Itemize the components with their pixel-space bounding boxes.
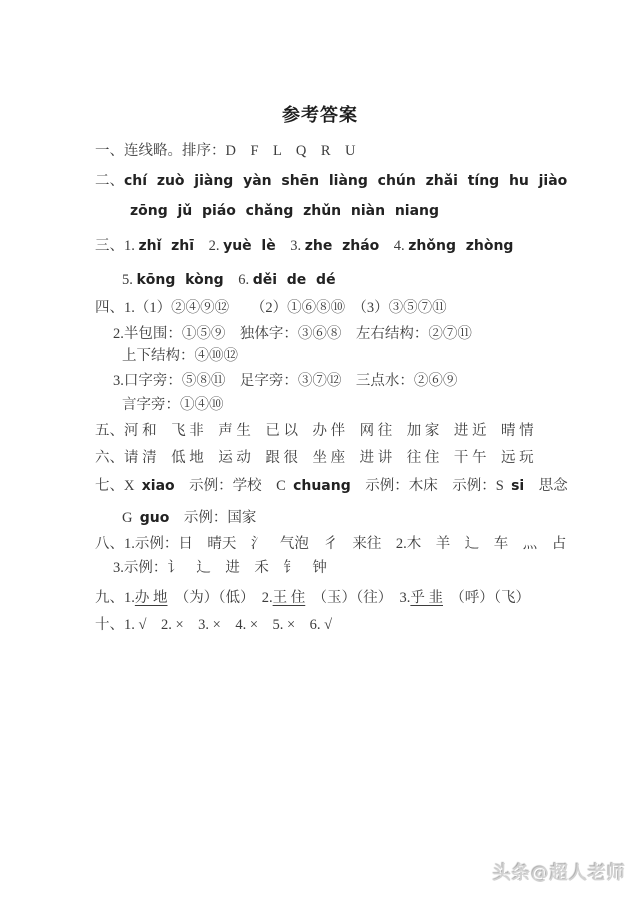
answer-line [95,172,640,190]
text-segment: 办 地 [134,590,168,606]
text-segment: chuang [293,478,351,494]
page-title: 参考答案 [282,105,358,126]
text-segment: （为）（低） 2. [167,590,273,606]
answer-line [95,237,640,255]
answer-line [95,509,640,527]
answer-line [95,271,640,289]
text-segment: děi de dé [252,272,336,288]
text-segment: xiao [141,478,175,494]
text-segment: 5. [122,272,137,288]
text-segment: 六、请 清 低 地 运 动 跟 很 坐 座 进 讲 往 住 干 午 远 玩 [95,450,534,466]
answer-line [95,477,640,495]
text-segment: 2. [194,238,224,254]
text-segment: 示例：国家 [169,510,257,526]
text-segment: 十、1. √ 2. × 3. × 4. × 5. × 6. √ [95,617,333,633]
answer-line [95,142,640,160]
text-segment: 2.半包围：①⑤⑨ 独体字：③⑥⑧ 左右结构：②⑦⑪ [113,326,472,342]
text-segment: zhǒng zhòng [408,238,514,254]
text-segment: （玉）（往） 3. [305,590,411,606]
text-segment: 3. [275,238,305,254]
text-segment: 上下结构：④⑩⑫ [122,348,238,364]
text-segment: zōng jǔ piáo chǎng zhǔn niàn niang [130,203,440,219]
text-segment: zhǐ zhī [138,238,195,254]
text-segment: 三、1. [95,238,139,254]
answer-line [95,535,640,553]
text-segment: 4. [379,238,409,254]
text-segment: 七、X [95,478,142,494]
text-segment: G [122,510,140,526]
text-segment: si [511,478,525,494]
answer-line [95,347,640,365]
text-segment: 八、1.示例：日 晴天 氵 气泡 彳 来往 2.木 羊 辶 车 灬 占 [95,536,567,552]
answer-line [95,449,640,467]
text-segment: 思念 [524,478,568,494]
answer-line [95,299,640,317]
text-segment: kōng kòng [136,272,224,288]
answers-list [95,142,640,634]
text-segment: guo [139,510,170,526]
text-segment: 一、连线略。排序：D F L Q R U [95,143,356,159]
text-segment: 四、1.（1）②④⑨⑫ （2）①⑥⑧⑩ （3）③⑤⑦⑪ [95,300,447,316]
text-segment: （呼）（飞） [443,590,530,606]
answer-line [95,325,640,343]
text-segment: 乎 韭 [410,590,443,606]
text-segment: 示例：木床 示例：S [350,478,512,494]
text-segment: 五、河 和 飞 非 声 生 已 以 办 伴 网 往 加 家 进 近 晴 情 [95,423,534,439]
text-segment: yuè lè [223,238,276,254]
text-segment: 二、 [95,173,124,189]
text-segment: 3.口字旁：⑤⑧⑪ 足字旁：③⑦⑫ 三点水：②⑥⑨ [113,373,458,389]
answer-line [95,616,640,634]
answer-line [95,589,640,607]
text-segment: 3.示例：讠 辶 进 禾 钅 钟 [113,560,327,576]
text-segment: 言字旁：①④⑩ [122,397,224,413]
answer-line [95,202,640,220]
text-segment: 6. [223,272,253,288]
answer-line [95,372,640,390]
text-segment: 示例：学校 C [174,478,294,494]
text-segment: chí zuò jiàng yàn shēn liàng chún zhǎi tíng hu jiào [124,173,568,189]
text-segment: 王 住 [272,590,306,606]
answer-line [95,422,640,440]
text-segment: zhe zháo [304,238,380,254]
text-segment: 九、1. [95,590,135,606]
answer-line [95,559,640,577]
watermark: 头条@超人老师 [493,863,626,884]
answer-line [95,396,640,414]
